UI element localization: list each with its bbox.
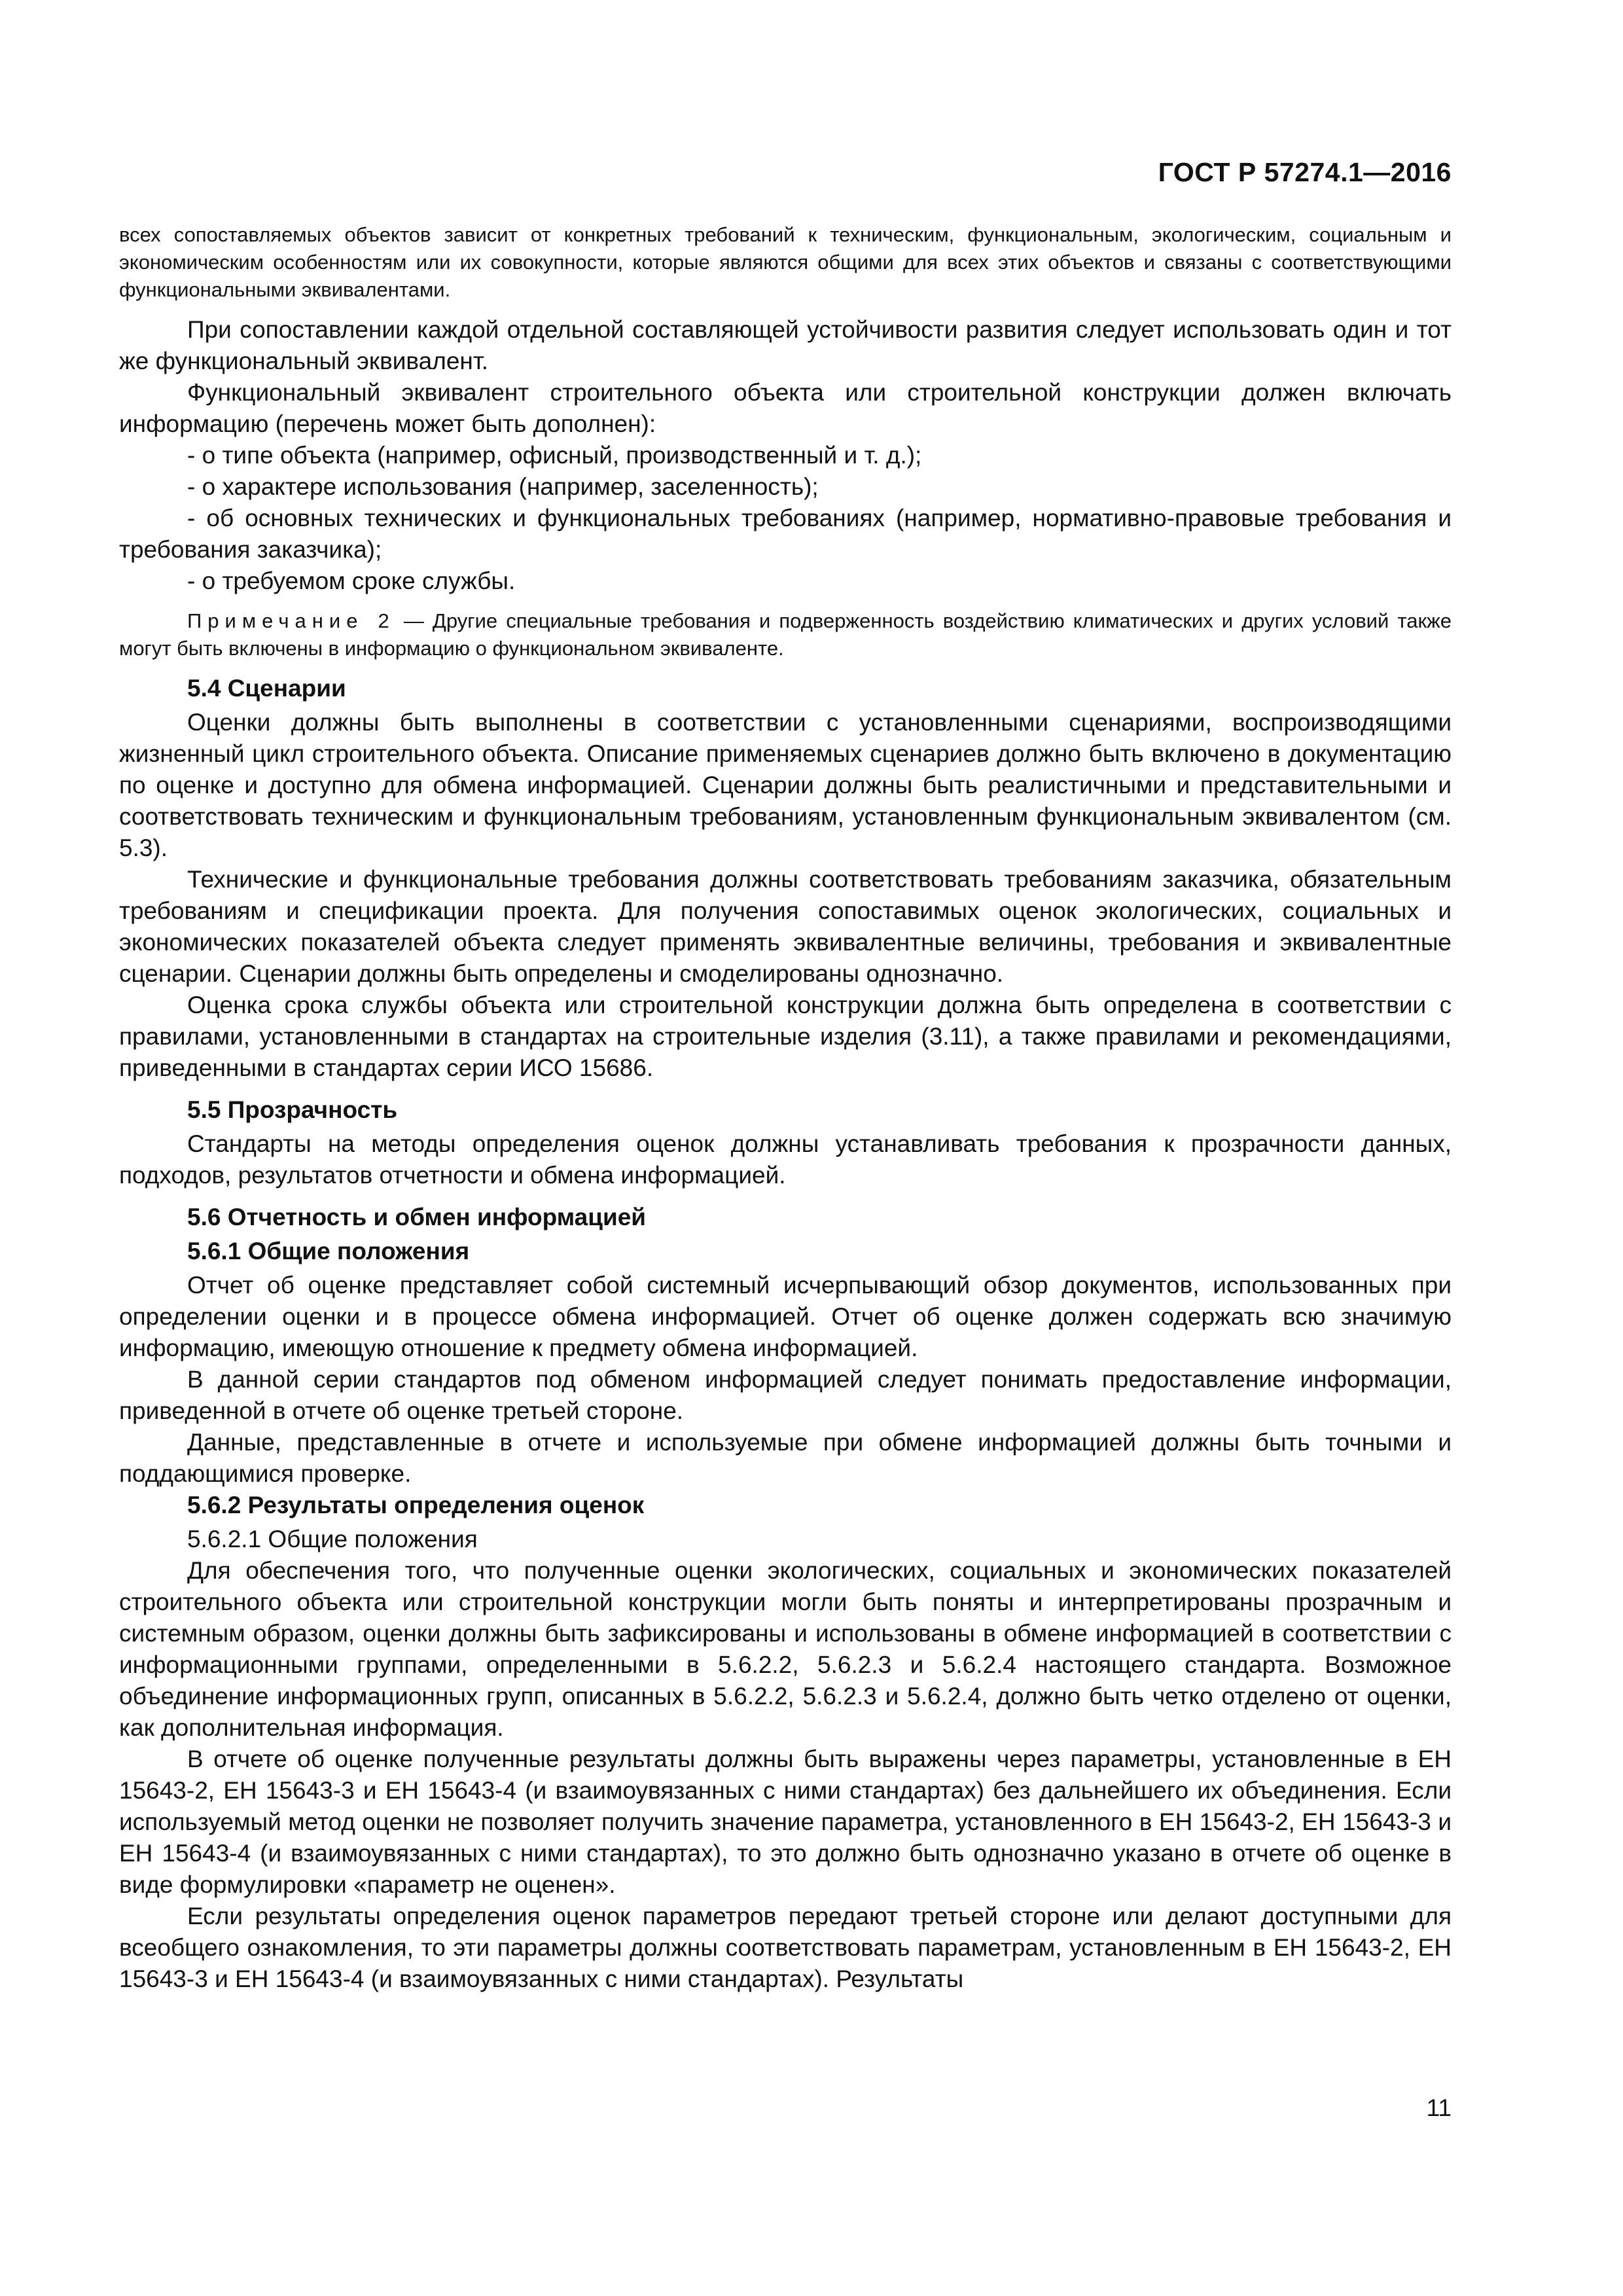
paragraph: Оценки должны быть выполнены в соответствии с установленными сценариями, воспроизводящими жизненный цикл строительного объекта. Описание применяемых сценариев должно быть включено в документацию по оценке и доступно для обмена информацией. Сценарии должны быть реалистичными и представительными и соответствовать техническим и функциональным требованиям, установленным функциональным эквивалентом (см. 5.3). [119, 709, 1452, 861]
section-heading-5-6: 5.6 Отчетность и обмен информацией [187, 1204, 647, 1230]
section-heading-5-6-2-1: 5.6.2.1 Общие положения [187, 1526, 478, 1552]
paragraph: При сопоставлении каждой отдельной составляющей устойчивости развития следует использовать один и тот же функциональный эквивалент. [119, 316, 1452, 374]
section-heading-5-5: 5.5 Прозрачность [187, 1096, 398, 1123]
paragraph: Оценка срока службы объекта или строительной конструкции должна быть определена в соответствии с правилами, установленными в стандартах на строительные изделия (3.11), а также правилами и рекомендациями, приведенными в стандартах серии ИСО 15686. [119, 992, 1452, 1081]
paragraph: Если результаты определения оценок параметров передают третьей стороне или делают доступными для всеобщего ознакомления, то эти параметры должны соответствовать параметрам, установленным в ЕН 15643-2, ЕН 15643-3 и ЕН 15643-4 (и взаимоувязанных с ними стандартах). Результаты [119, 1903, 1452, 1992]
paragraph: Данные, представленные в отчете и используемые при обмене информацией должны быть точными и поддающимися проверке. [119, 1429, 1452, 1487]
note-text: — Другие специальные требования и подверженность воздействию климатических и других условий также могут быть включены в информацию о функциональном эквиваленте. [119, 609, 1452, 660]
section-heading-5-6-1: 5.6.1 Общие положения [187, 1238, 470, 1265]
paragraph: Отчет об оценке представляет собой системный исчерпывающий обзор документов, использованных при определении оценки и в процессе обмена информацией. Отчет об оценке должен содержать всю значимую информацию, имеющую отношение к предмету обмена информацией. [119, 1272, 1452, 1361]
note-label: Примечание 2 [187, 609, 395, 632]
paragraph: В отчете об оценке полученные результаты должны быть выражены через параметры, установленные в ЕН 15643-2, ЕН 15643-3 и ЕН 15643-4 (и взаимоувязанных с ними стандартах) без дальнейшего их объединения. Если используемый метод оценки не позволяет получить значение параметра, установленного в ЕН 15643-2, ЕН 15643-3 и ЕН 15643-4 (и взаимоувязанных с ними стандартах), то это должно быть однозначно указано в отчете об оценке в виде формулировки «параметр не оценен». [119, 1746, 1452, 1898]
paragraph: Стандарты на методы определения оценок должны устанавливать требования к прозрачности данных, подходов, результатов отчетности и обмена информацией. [119, 1130, 1452, 1189]
requirements-list [119, 440, 1452, 597]
paragraph: Функциональный эквивалент строительного объекта или строительной конструкции должен включать информацию (перечень может быть дополнен): [119, 379, 1452, 437]
list-item: - об основных технических и функциональных требованиях (например, нормативно-правовые требования и требования заказчика); [119, 505, 1452, 563]
section-heading-5-4: 5.4 Сценарии [187, 675, 346, 702]
list-item: - о характере использования (например, заселенность); [187, 473, 819, 500]
paragraph: В данной серии стандартов под обменом информацией следует понимать предоставление информации, приведенной в отчете об оценке третьей стороне. [119, 1366, 1452, 1424]
paragraph-continuation: всех сопоставляемых объектов зависит от конкретных требований к техническим, функциональным, экологическим, социальным и экономическим особенностям или их совокупности, которые являются общими для всех этих объектов и связаны с соответствующими функциональными эквивалентами. [119, 223, 1452, 301]
paragraph: Технические и функциональные требования должны соответствовать требованиям заказчика, обязательным требованиям и спецификации проекта. Для получения сопоставимых оценок экологических, социальных и экономических показателей объекта следует применять эквивалентные величины, требования и эквивалентные сценарии. Сценарии должны быть определены и смоделированы однозначно. [119, 866, 1452, 987]
page-number: 11 [1426, 2094, 1452, 2121]
note-paragraph [119, 607, 1452, 662]
list-item: - о требуемом сроке службы. [187, 567, 516, 594]
document-body [119, 221, 1452, 1995]
section-heading-5-6-2: 5.6.2 Результаты определения оценок [187, 1492, 645, 1518]
list-item: - о типе объекта (например, офисный, производственный и т. д.); [187, 442, 922, 469]
paragraph: Для обеспечения того, что полученные оценки экологических, социальных и экономических показателей строительного объекта или строительной конструкции могли быть поняты и интерпретированы прозрачным и системным образом, оценки должны быть зафиксированы и использованы в обмене информацией в соответствии с информационными группами, определенными в 5.6.2.2, 5.6.2.3 и 5.6.2.4 настоящего стандарта. Возможное объединение информационных групп, описанных в 5.6.2.2, 5.6.2.3 и 5.6.2.4, должно быть четко отделено от оценки, как дополнительная информация. [119, 1557, 1452, 1741]
standard-code-header: ГОСТ Р 57274.1—2016 [1158, 157, 1452, 187]
